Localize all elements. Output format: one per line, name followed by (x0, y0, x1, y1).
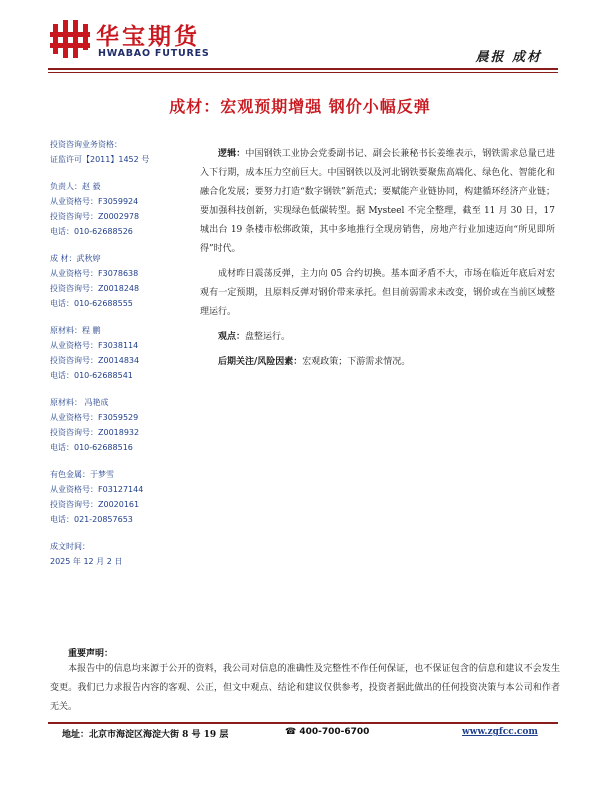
risk-paragraph (200, 353, 555, 372)
analyst-block (50, 179, 190, 239)
risk-label: 后期关注/风险因素： (218, 357, 303, 367)
footer-address: 地址：北京市海淀区海淀大街 8 号 19 层 (62, 730, 229, 740)
analyst-advisory: 投资咨询号：Z0018248 (50, 284, 140, 293)
date-label: 成文时间： (50, 542, 90, 551)
analyst-advisory: 投资咨询号：Z0018932 (50, 428, 140, 437)
analyst-phone: 电话：010-62688555 (50, 299, 133, 308)
license-number: 证监许可【2011】1452 号 (50, 155, 150, 164)
date-block (50, 539, 190, 569)
analyst-block (50, 395, 190, 455)
analyst-name: 成 材：武秋婷 (50, 254, 101, 263)
analyst-name: 有色金属：于梦雪 (50, 470, 114, 479)
header-divider-thin (48, 72, 558, 73)
view-text: 盘整运行。 (245, 332, 291, 342)
analyst-advisory: 投资咨询号：Z0020161 (50, 500, 140, 509)
footer-phone: ☎ 400-700-6700 (285, 727, 370, 737)
analyst-block (50, 251, 190, 311)
footer-divider (48, 722, 558, 724)
analyst-advisory: 投资咨询号：Z0002978 (50, 212, 140, 221)
report-body (200, 145, 555, 378)
analyst-cert: 从业资格号：F3059529 (50, 413, 139, 422)
analyst-phone: 电话：010-62688541 (50, 371, 133, 380)
report-date: 2025 年 12 月 2 日 (50, 557, 123, 566)
website-link[interactable]: www.zgfcc.com (462, 727, 538, 737)
analyst-phone: 电话：010-62688526 (50, 227, 133, 236)
analyst-advisory: 投资咨询号：Z0014834 (50, 356, 140, 365)
qualification-label: 投资咨询业务资格： (50, 140, 122, 149)
analyst-block (50, 323, 190, 383)
disclaimer-text: 本报告中的信息均来源于公开的资料，我公司对信息的准确性及完整性不作任何保证，也不保证包含的信息和建议不会发生变更。我们已力求报告内容的客观、公正，但文中观点、结论和建议仅供参考，投资者据此做出的任何投资决策与本公司和作者无关。 (50, 664, 560, 712)
market-paragraph: 成材昨日震荡反弹，主力向 05 合约切换。基本面矛盾不大，市场在临近年底后对宏观有一定预期，且原料反弹对钢价带来承托。但目前弱需求未改变，钢价或在当前区域整理运行。 (200, 269, 555, 317)
analyst-name: 原材料： 冯艳成 (50, 398, 109, 407)
analyst-block (50, 467, 190, 527)
logo-english: HWABAO FUTURES (98, 48, 210, 59)
header-divider (48, 68, 558, 70)
analyst-sidebar (50, 137, 190, 581)
page-title: 成材：宏观预期增强 钢价小幅反弹 (169, 97, 431, 116)
qualification-block (50, 137, 190, 167)
view-paragraph (200, 328, 555, 347)
disclaimer-heading: 重要声明： (68, 649, 114, 659)
logic-paragraph (200, 145, 555, 259)
logic-label: 逻辑： (218, 149, 246, 159)
analyst-cert: 从业资格号：F3078638 (50, 269, 139, 278)
report-type-tag: 晨报 成材 (475, 50, 542, 65)
analyst-cert: 从业资格号：F3038114 (50, 341, 139, 350)
analyst-phone: 电话：021-20857653 (50, 515, 133, 524)
analyst-name: 原材料：程 鹏 (50, 326, 101, 335)
analyst-cert: 从业资格号：F3059924 (50, 197, 139, 206)
logic-text: 中国钢铁工业协会党委副书记、副会长兼秘书长姜维表示，钢铁需求总量已进入下行期，成本压力空前巨大。中国钢铁以及河北钢铁要聚焦高端化、绿色化、智能化和融合化发展；要努力打造“数字钢铁”新范式；要赋能产业链协同，构建循环经济产业链；要加强科技创新，实现绿色低碳转型。据 Mysteel 不完全整理，截至 11 月 30 日，17 城出台 19 条楼市松绑政策，其中多地推行全现房销售，房地产行业加速迈向“所见即所得”时代。 (200, 149, 555, 254)
view-label: 观点： (218, 332, 246, 342)
logo-chinese: 华宝期货 (96, 24, 200, 50)
company-logo-icon (50, 20, 90, 58)
risk-text: 宏观政策；下游需求情况。 (302, 357, 411, 367)
analyst-phone: 电话：010-62688516 (50, 443, 133, 452)
analyst-cert: 从业资格号：F03127144 (50, 485, 144, 494)
analyst-name: 负责人：赵 毅 (50, 182, 101, 191)
